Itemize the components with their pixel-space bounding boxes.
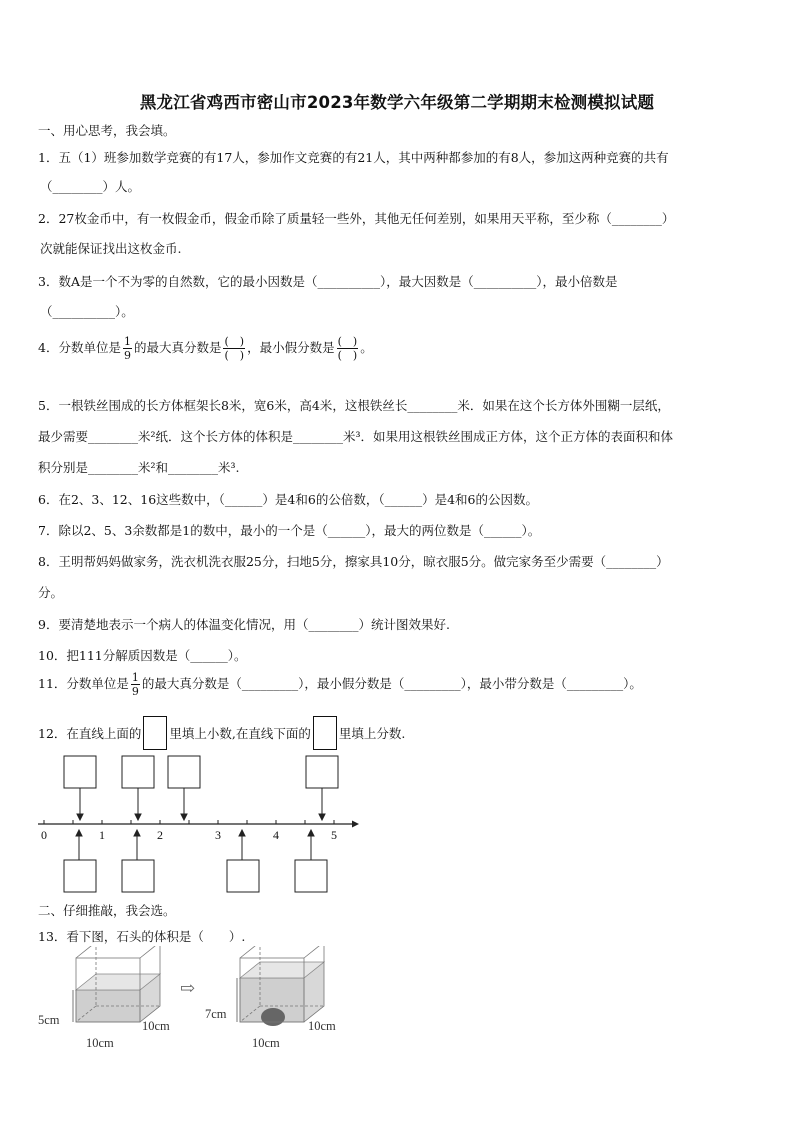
question-1-line-1: 1．五（1）班参加数学竞赛的有17人，参加作文竞赛的有21人，其中两种都参加的有8人，参加这两种竞赛的共有 [38, 150, 669, 165]
stone-icon [261, 1008, 285, 1026]
tick-label: 5 [331, 828, 337, 842]
left-cube [38, 946, 170, 1050]
question-5-line-2: 最少需要________米²纸．这个长方体的体积是________米³．如果用这根铁丝围成正方体，这个正方体的表面积和体 [38, 429, 674, 444]
q12-prefix: 12．在直线上面的 [38, 726, 142, 741]
blank-denominator: ( ) [337, 349, 358, 362]
q4-end: 。 [360, 340, 373, 355]
right-cube [205, 946, 336, 1050]
question-10: 10．把111分解质因数是（______）。 [38, 648, 247, 663]
fraction-denominator: 9 [123, 349, 131, 362]
blank-denominator: ( ) [224, 349, 245, 362]
fraction-numerator: 1 [123, 335, 131, 348]
answer-box-above [306, 756, 338, 788]
tick-label: 1 [99, 828, 105, 842]
tick-label: 3 [215, 828, 221, 842]
question-5-line-1: 5．一根铁丝围成的长方体框架长8米，宽6米，高4米，这根铁丝长________米．如果在这个长方体外围糊一层纸， [38, 398, 670, 413]
answer-box-icon [313, 716, 337, 750]
q11-prefix: 11．分数单位是 [38, 676, 129, 691]
fraction-denominator: 9 [131, 685, 139, 698]
question-13: 13．看下图，石头的体积是（ ）. [38, 929, 246, 944]
number-line-figure [0, 750, 400, 900]
q11-rest: 的最大真分数是（_________），最小假分数是（_________），最小带分数是（_________）。 [141, 676, 642, 691]
page-title: 黑龙江省鸡西市密山市2023年数学六年级第二学期期末检测模拟试题 [139, 93, 655, 112]
q4-prefix: 4．分数单位是 [38, 340, 121, 355]
fraction-numerator: 1 [131, 671, 139, 684]
q4-middle: 的最大真分数是 [133, 340, 222, 355]
fraction-one-ninth [131, 672, 140, 697]
answer-fraction-blank-2 [337, 336, 359, 361]
question-11 [38, 672, 642, 697]
answer-box-below [122, 860, 154, 892]
question-7: 7．除以2、5、3余数都是1的数中，最小的一个是（______），最大的两位数是（______）。 [38, 523, 541, 538]
tick-label: 4 [273, 828, 279, 842]
question-4 [38, 336, 373, 361]
question-2-line-1: 2．27枚金币中，有一枚假金币，假金币除了质量轻一些外，其他无任何差别，如果用天平称，至少称（________） [38, 211, 675, 226]
question-9: 9．要清楚地表示一个病人的体温变化情况，用（________）统计图效果好. [38, 617, 450, 632]
answer-fraction-blank-1 [223, 336, 245, 361]
answer-box-below [295, 860, 327, 892]
answer-box-above [122, 756, 154, 788]
question-12 [38, 716, 405, 750]
q12-suffix: 里填上分数. [338, 726, 406, 741]
question-8-line-2: 分。 [38, 585, 64, 600]
question-3-line-2: （__________）。 [40, 304, 134, 319]
fraction-one-ninth [123, 336, 132, 361]
left-width-label: 10cm [86, 1036, 114, 1050]
left-height-label: 5cm [38, 1013, 60, 1027]
question-3-line-1: 3．数A是一个不为零的自然数，它的最小因数是（__________），最大因数是（__________），最小倍数是 [38, 274, 618, 289]
left-depth-label: 10cm [142, 1019, 170, 1033]
volume-cubes-figure [0, 946, 400, 1056]
question-6: 6．在2、3、12、16这些数中，（______）是4和6的公倍数，（______）是4和6的公因数。 [38, 492, 538, 507]
q4-middle-2: ，最小假分数是 [247, 340, 335, 355]
blank-numerator: ( ) [224, 335, 245, 348]
right-depth-label: 10cm [308, 1019, 336, 1033]
right-height-label: 7cm [205, 1007, 227, 1021]
question-2-line-2: 次就能保证找出这枚金币. [40, 241, 182, 256]
tick-label: 2 [157, 828, 163, 842]
down-arrow-icons [77, 788, 325, 820]
axis-arrow-icon [352, 821, 359, 828]
answer-box-below [64, 860, 96, 892]
answer-box-above [168, 756, 200, 788]
answer-box-below [227, 860, 259, 892]
right-arrow-icon: ⇨ [180, 978, 196, 998]
tick-label: 0 [41, 828, 47, 842]
section-heading-2: 二、仔细推敲，我会选。 [38, 903, 176, 918]
answer-box-above [64, 756, 96, 788]
question-5-line-3: 积分别是________米²和________米³. [38, 460, 240, 475]
question-1-line-2: （________）人。 [40, 179, 141, 194]
answer-box-icon [143, 716, 167, 750]
q12-middle: 里填上小数,在直线下面的 [169, 726, 311, 741]
question-8-line-1: 8．王明帮妈妈做家务，洗衣机洗衣服25分，扫地5分，擦家具10分，晾衣服5分。做完家务至少需要（________） [38, 554, 669, 569]
right-width-label: 10cm [252, 1036, 280, 1050]
section-heading-1: 一、用心思考，我会填。 [38, 123, 176, 138]
blank-numerator: ( ) [337, 335, 358, 348]
